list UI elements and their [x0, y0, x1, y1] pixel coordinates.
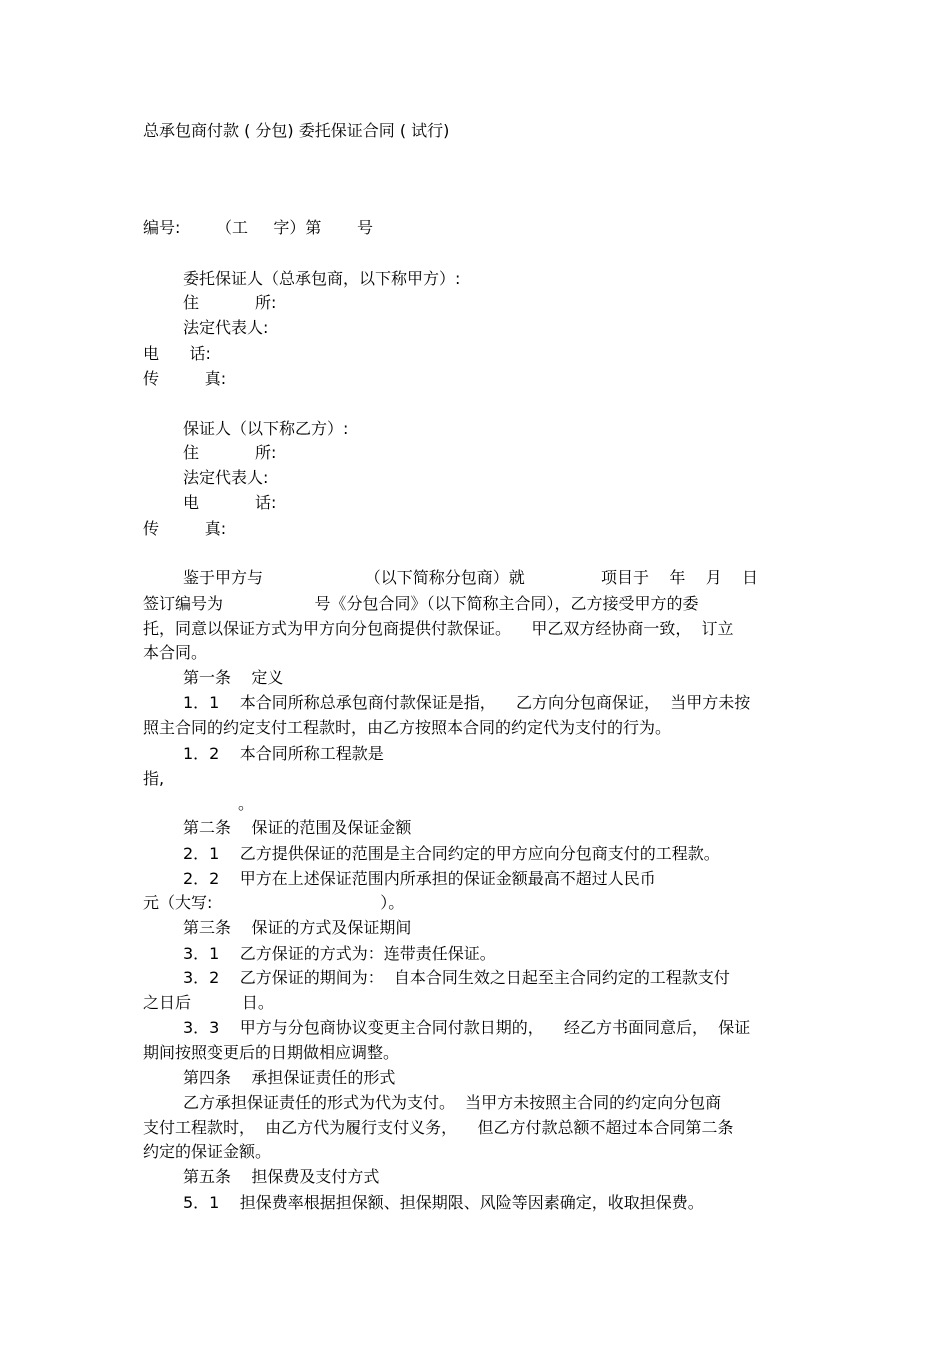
party-b-address: 住 所: — [183, 443, 277, 462]
clause-2-2-line-1: 2．2 甲方在上述保证范围内所承担的保证金额最高不超过人民币 — [183, 869, 656, 888]
party-a-legal-rep: 法定代表人: — [183, 318, 269, 337]
preamble-line-2: 签订编号为 号《分包合同》（以下简称主合同），乙方接受甲方的委 — [143, 594, 699, 613]
clause-3-3-line-1: 3．3 甲方与分包商协议变更主合同付款日期的， 经乙方书面同意后， 保证 — [183, 1018, 751, 1037]
article-1-heading: 第一条 定义 — [183, 668, 284, 687]
article-4-line-1: 乙方承担保证责任的形式为代为支付。 当甲方未按照主合同的约定向分包商 — [183, 1093, 722, 1112]
clause-1-2-line-1: 1．2 本合同所称工程款是 — [183, 744, 384, 763]
preamble-line-3: 托，同意以保证方式为甲方向分包商提供付款保证。 甲乙双方经协商一致， 订立 — [143, 619, 734, 638]
clause-1-1-line-1: 1．1 本合同所称总承包商付款保证是指， 乙方向分包商保证， 当甲方未按 — [183, 693, 751, 712]
party-a-phone: 电 话: — [143, 344, 211, 363]
article-3-heading: 第三条 保证的方式及保证期间 — [183, 918, 412, 937]
clause-3-1: 3．1 乙方保证的方式为：连带责任保证。 — [183, 944, 496, 963]
party-b-fax: 传 真: — [143, 519, 227, 538]
clause-3-2-line-1: 3．2 乙方保证的期间为： 自本合同生效之日起至主合同约定的工程款支付 — [183, 968, 730, 987]
party-a-address: 住 所: — [183, 293, 277, 312]
party-b-phone: 电 话: — [183, 493, 277, 512]
article-5-heading: 第五条 担保费及支付方式 — [183, 1167, 380, 1186]
clause-1-2-line-3: 。 — [238, 794, 255, 813]
clause-3-3-line-2: 期间按照变更后的日期做相应调整。 — [143, 1043, 400, 1062]
article-4-heading: 第四条 承担保证责任的形式 — [183, 1068, 396, 1087]
clause-2-2-line-2: 元（大写: ）。 — [143, 893, 405, 912]
clause-3-2-line-2: 之日后 日。 — [143, 993, 274, 1012]
article-2-heading: 第二条 保证的范围及保证金额 — [183, 818, 412, 837]
clause-1-1-line-2: 照主合同的约定支付工程款时，由乙方按照本合同的约定代为支付的行为。 — [143, 718, 672, 737]
contract-number-line: 编号: （工 字）第 号 — [143, 218, 374, 237]
party-b-heading: 保证人（以下称乙方）: — [183, 419, 349, 438]
clause-5-1: 5．1 担保费率根据担保额、担保期限、风险等因素确定，收取担保费。 — [183, 1193, 704, 1212]
article-4-line-3: 约定的保证金额。 — [143, 1142, 272, 1161]
preamble-line-4: 本合同。 — [143, 643, 208, 662]
party-a-heading: 委托保证人（总承包商，以下称甲方）: — [183, 269, 461, 288]
clause-1-2-line-2: 指, — [143, 769, 165, 788]
article-4-line-2: 支付工程款时， 由乙方代为履行支付义务， 但乙方付款总额不超过本合同第二条 — [143, 1118, 734, 1137]
party-a-fax: 传 真: — [143, 369, 227, 388]
preamble-line-1: 鉴于甲方与 （以下简称分包商）就 项目于 年 月 日 — [183, 568, 759, 587]
document-title: 总承包商付款 ( 分包) 委托保证合同 ( 试行) — [143, 121, 450, 140]
party-b-legal-rep: 法定代表人: — [183, 468, 269, 487]
clause-2-1: 2．1 乙方提供保证的范围是主合同约定的甲方应向分包商支付的工程款。 — [183, 844, 720, 863]
